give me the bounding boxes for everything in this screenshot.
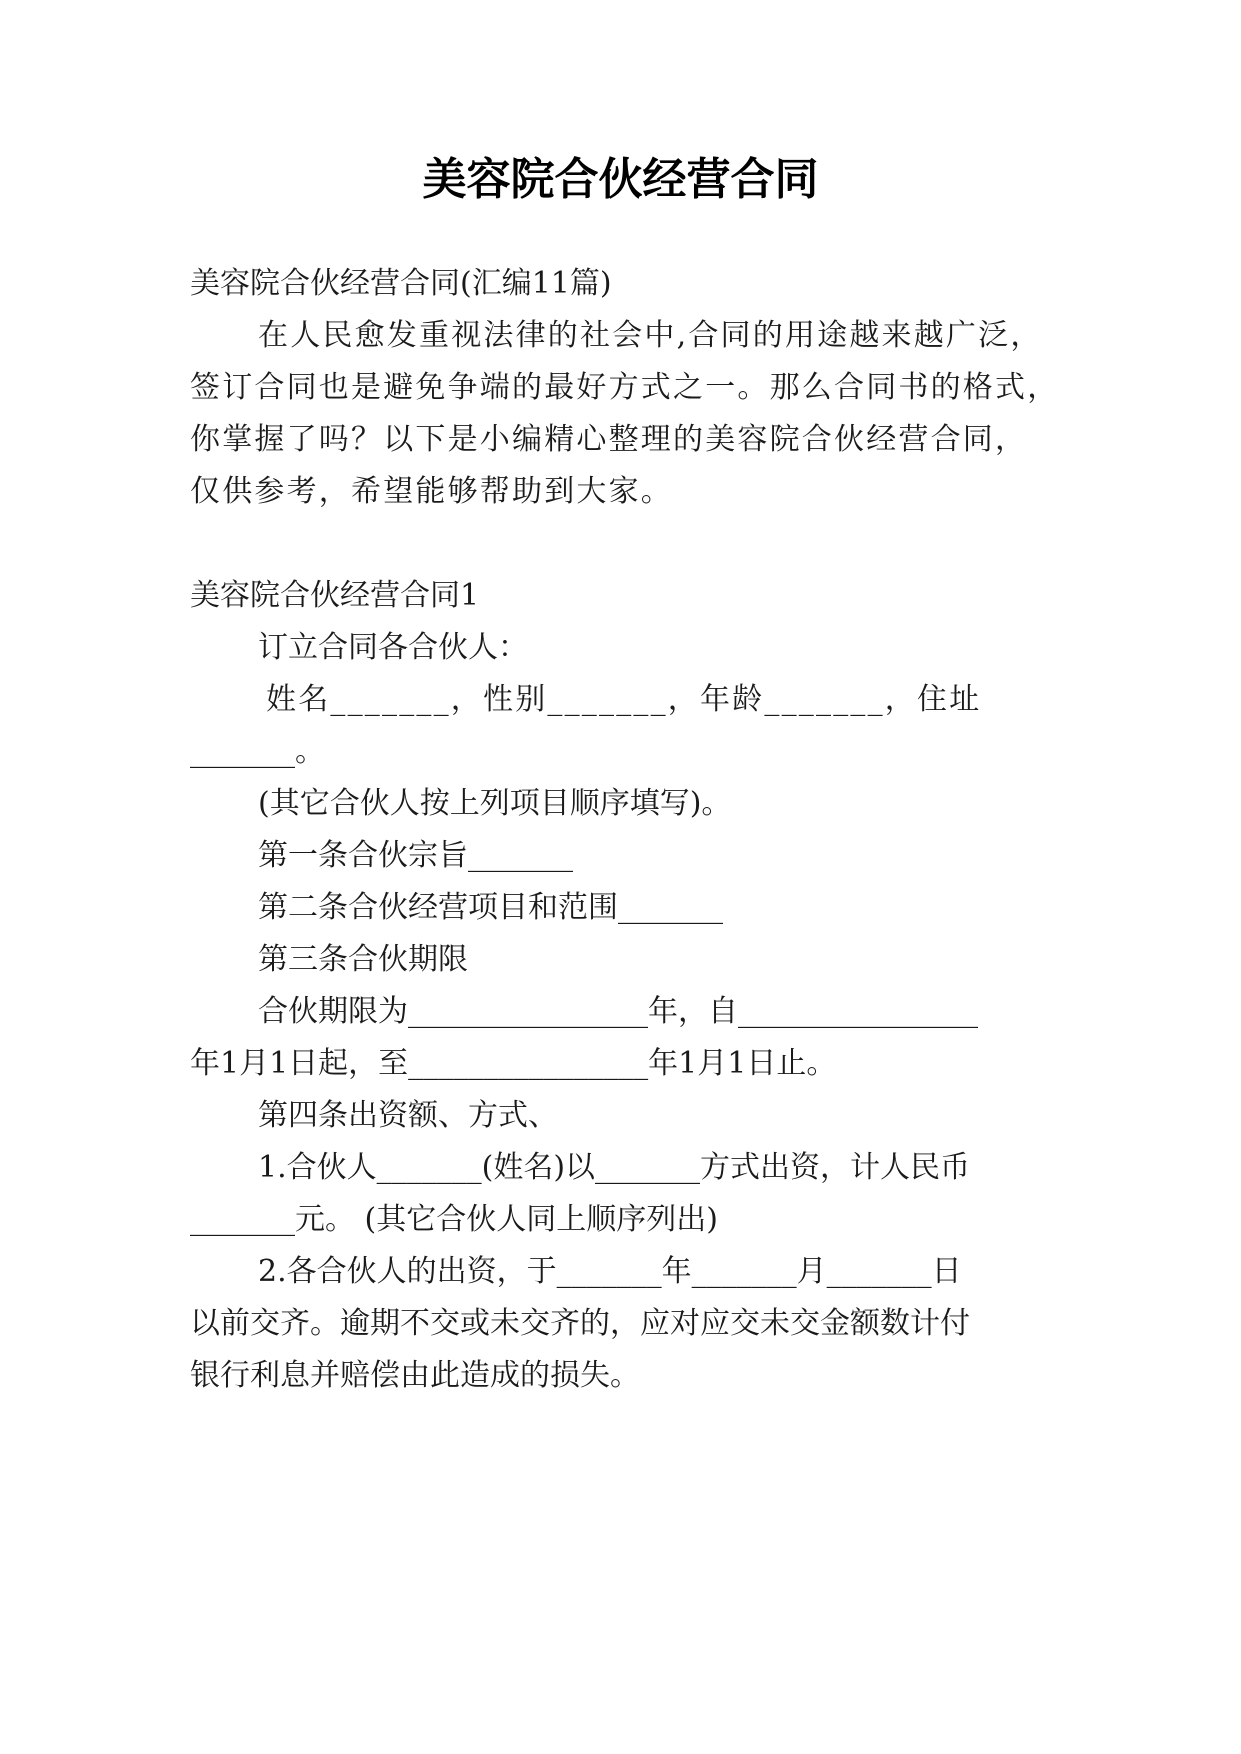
section-heading: 美容院合伙经营合同1 <box>190 578 480 613</box>
contract-line: 年1月1日起，至________________年1月1日止。 <box>190 1046 837 1081</box>
intro-line: 你掌握了吗？以下是小编精心整理的美容院合伙经营合同， <box>190 422 1028 457</box>
contract-line: 2.各合伙人的出资，于_______年_______月_______日 <box>258 1254 962 1289</box>
contract-line: (其它合伙人按上列项目顺序填写)。 <box>258 786 732 821</box>
contract-line: 订立合同各合伙人： <box>258 630 528 665</box>
contract-line: 第三条合伙期限 <box>258 942 468 977</box>
contract-line: 1.合伙人_______(姓名)以_______方式出资，计人民币 <box>258 1150 971 1185</box>
intro-line: 签订合同也是避免争端的最好方式之一。那么合同书的格式， <box>190 370 1060 405</box>
contract-line: 第一条合伙宗旨_______ <box>258 838 573 873</box>
contract-line: 合伙期限为________________年，自________________ <box>258 994 978 1029</box>
document-subtitle: 美容院合伙经营合同(汇编11篇) <box>190 266 612 301</box>
contract-line: 以前交齐。逾期不交或未交齐的，应对应交未交金额数计付 <box>190 1306 970 1341</box>
contract-line: 银行利息并赔偿由此造成的损失。 <box>190 1358 640 1393</box>
document-title: 美容院合伙经营合同 <box>422 154 819 205</box>
contract-line: 姓名_______，性别_______，年龄_______，住址 <box>266 682 982 717</box>
contract-line: _______元。 (其它合伙人同上顺序列出) <box>190 1202 718 1237</box>
intro-line: 在人民愈发重视法律的社会中,合同的用途越来越广泛， <box>258 318 1043 353</box>
contract-line: _______。 <box>190 734 325 769</box>
contract-line: 第二条合伙经营项目和范围_______ <box>258 890 723 925</box>
intro-line: 仅供参考，希望能够帮助到大家。 <box>190 474 673 509</box>
contract-line: 第四条出资额、方式、 <box>258 1098 558 1133</box>
